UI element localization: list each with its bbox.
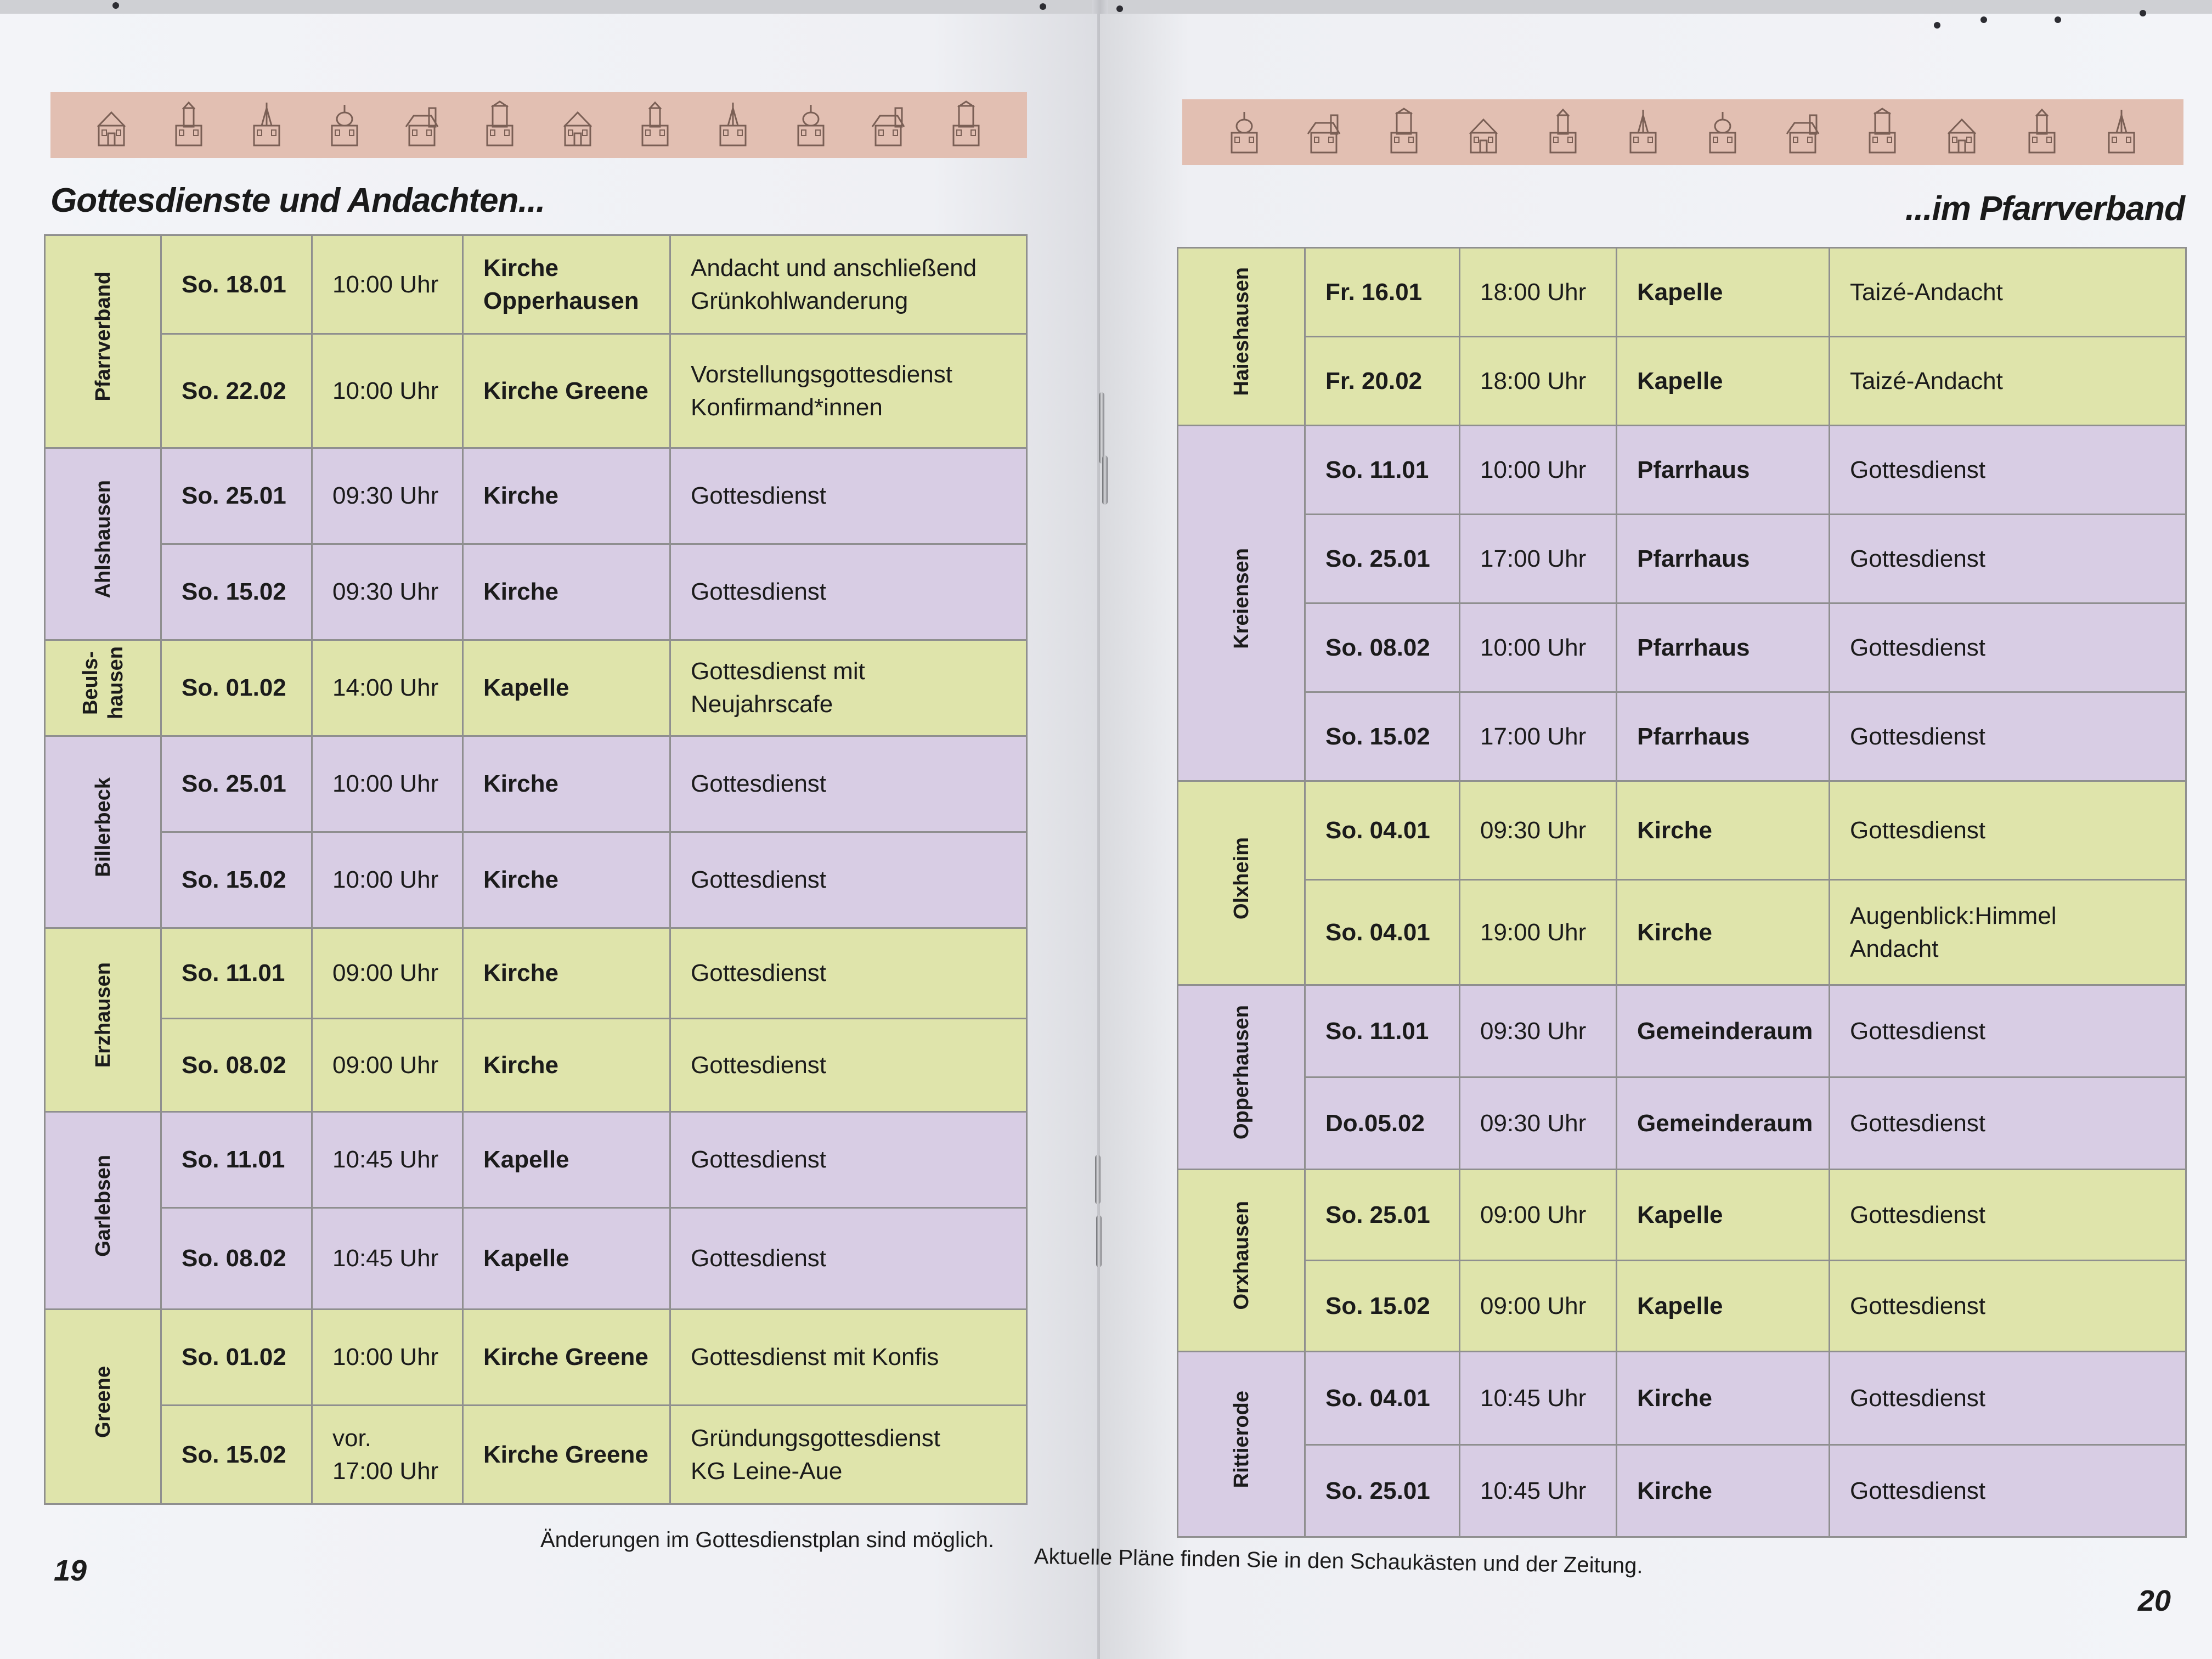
event-cell: Gottesdienst mit Konfis (670, 1310, 1027, 1406)
event-cell: Gottesdienst (1830, 1170, 2186, 1261)
place-cell: Kapelle (1617, 1170, 1830, 1261)
event-cell: Andacht und anschließend Grünkohlwanderung (670, 235, 1027, 334)
schedule-row (1178, 880, 2186, 985)
event-cell: Gottesdienst (1830, 1445, 2186, 1537)
place-cell: Gemeinderaum (1617, 1077, 1830, 1170)
time-cell: vor. 17:00 Uhr (312, 1406, 463, 1504)
location-label: Kreiensen (1229, 548, 1253, 649)
date-cell: So. 25.01 (161, 736, 312, 832)
location-cell (45, 1310, 161, 1504)
date-cell: Fr. 20.02 (1305, 337, 1460, 426)
place-cell: Kirche (1617, 880, 1830, 985)
location-cell (45, 928, 161, 1112)
event-cell: Gottesdienst (1830, 515, 2186, 603)
place-cell: Kirche (463, 928, 670, 1019)
tower-church-icon (1940, 108, 1983, 157)
church-banner-right (1182, 99, 2183, 165)
schedule-row (1178, 1077, 2186, 1170)
place-cell: Kapelle (463, 1112, 670, 1208)
location-cell (45, 448, 161, 640)
time-cell: 10:00 Uhr (312, 1310, 463, 1406)
location-label: Rittierode (1229, 1390, 1253, 1488)
date-cell: So. 01.02 (161, 1310, 312, 1406)
location-cell (45, 235, 161, 448)
background-dot (1980, 16, 1987, 23)
event-cell: Gründungsgottesdienst KG Leine-Aue (670, 1406, 1027, 1504)
date-cell: So. 11.01 (161, 928, 312, 1019)
time-cell: 09:30 Uhr (312, 544, 463, 640)
location-cell (1178, 248, 1305, 426)
schedule-row (1178, 781, 2186, 880)
church-icon (1302, 108, 1345, 157)
left-page (0, 14, 1097, 1659)
schedule-row (1178, 1170, 2186, 1261)
time-cell: 10:45 Uhr (1460, 1445, 1617, 1537)
time-cell: 09:30 Uhr (312, 448, 463, 544)
event-cell: Gottesdienst (670, 736, 1027, 832)
place-cell: Kapelle (1617, 337, 1830, 426)
place-cell: Pfarrhaus (1617, 603, 1830, 692)
time-cell: 09:00 Uhr (312, 928, 463, 1019)
schedule-row (1178, 515, 2186, 603)
date-cell: So. 25.01 (1305, 1445, 1460, 1537)
place-cell: Kirche (463, 544, 670, 640)
place-cell: Kirche (463, 1019, 670, 1112)
place-cell: Kapelle (463, 640, 670, 736)
staple-bottom (1095, 1155, 1101, 1204)
staple-top-lower (1102, 455, 1108, 505)
date-cell: So. 11.01 (1305, 426, 1460, 515)
location-cell (45, 736, 161, 928)
event-cell: Gottesdienst (1830, 781, 2186, 880)
location-label: Garlebsen (91, 1154, 115, 1257)
event-cell: Gottesdienst (1830, 603, 2186, 692)
place-cell: Kapelle (463, 1208, 670, 1310)
time-cell: 09:30 Uhr (1460, 985, 1617, 1077)
long-church-icon (556, 100, 599, 150)
date-cell: So. 25.01 (1305, 515, 1460, 603)
event-cell: Gottesdienst (670, 928, 1027, 1019)
schedule-row (1178, 1445, 2186, 1537)
staple-top (1099, 392, 1104, 464)
chapel-icon (167, 100, 210, 150)
schedule-row (1178, 337, 2186, 426)
place-cell: Kirche Greene (463, 1406, 670, 1504)
date-cell: So. 22.02 (161, 334, 312, 448)
location-cell (1178, 1352, 1305, 1537)
date-cell: So. 08.02 (1305, 603, 1460, 692)
time-cell: 10:45 Uhr (312, 1112, 463, 1208)
event-cell: Gottesdienst (1830, 426, 2186, 515)
schedule-row (45, 1406, 1027, 1504)
schedule-row (45, 640, 1027, 736)
place-cell: Pfarrhaus (1617, 692, 1830, 781)
onion-dome-church-icon (478, 100, 521, 150)
time-cell: 10:00 Uhr (1460, 426, 1617, 515)
place-cell: Kirche Opperhausen (463, 235, 670, 334)
schedule-row (1178, 426, 2186, 515)
place-cell: Kirche Greene (463, 334, 670, 448)
date-cell: So. 15.02 (161, 832, 312, 928)
place-cell: Kirche (463, 832, 670, 928)
event-cell: Taizé-Andacht (1830, 248, 2186, 337)
place-cell: Kapelle (1617, 1261, 1830, 1352)
time-cell: 09:00 Uhr (1460, 1261, 1617, 1352)
domed-church-icon (1781, 108, 1824, 157)
footnote-part1: Änderungen im Gottesdienstplan sind möglich. (540, 1528, 995, 1552)
schedule-row (45, 334, 1027, 448)
chapel-icon (1383, 108, 1425, 157)
church-banner-left (50, 92, 1027, 158)
event-cell: Taizé-Andacht (1830, 337, 2186, 426)
time-cell: 10:00 Uhr (1460, 603, 1617, 692)
place-cell: Pfarrhaus (1617, 426, 1830, 515)
location-cell (45, 640, 161, 736)
date-cell: So. 04.01 (1305, 880, 1460, 985)
place-cell: Kirche (1617, 1445, 1830, 1537)
location-label: Beuls- hausen (78, 646, 127, 720)
schedule-row (45, 235, 1027, 334)
tower-church-icon (245, 100, 288, 150)
event-cell: Gottesdienst (670, 1019, 1027, 1112)
long-church-icon (1622, 108, 1664, 157)
schedule-row (45, 1112, 1027, 1208)
place-cell: Kirche (463, 736, 670, 832)
spire-church-icon (2100, 108, 2143, 157)
event-cell: Gottesdienst (1830, 1077, 2186, 1170)
schedule-row (45, 736, 1027, 832)
time-cell: 19:00 Uhr (1460, 880, 1617, 985)
schedule-row (1178, 603, 2186, 692)
time-cell: 10:00 Uhr (312, 736, 463, 832)
time-cell: 18:00 Uhr (1460, 248, 1617, 337)
location-cell (1178, 985, 1305, 1170)
location-label: Erzhausen (91, 962, 115, 1068)
background-dot (1116, 5, 1123, 12)
location-label: Greene (91, 1365, 115, 1438)
event-cell: Gottesdienst (670, 448, 1027, 544)
schedule-table-left (44, 234, 1028, 1505)
location-label: Billerbeck (91, 777, 115, 877)
date-cell: So. 08.02 (161, 1208, 312, 1310)
location-cell (1178, 426, 1305, 781)
schedule-row (45, 1310, 1027, 1406)
onion-dome-church-icon (1861, 108, 1904, 157)
location-label: Orxhausen (1229, 1201, 1253, 1310)
date-cell: So. 08.02 (161, 1019, 312, 1112)
time-cell: 09:30 Uhr (1460, 1077, 1617, 1170)
spire-church-icon (1542, 108, 1584, 157)
date-cell: Do.05.02 (1305, 1077, 1460, 1170)
date-cell: So. 15.02 (161, 544, 312, 640)
event-cell: Vorstellungsgottesdienst Konfirmand*innen (670, 334, 1027, 448)
time-cell: 18:00 Uhr (1460, 337, 1617, 426)
tower-icon (1223, 108, 1266, 157)
event-cell: Gottesdienst (670, 1208, 1027, 1310)
background-dot (112, 2, 119, 9)
spire-church-icon (634, 100, 676, 150)
time-cell: 17:00 Uhr (1460, 692, 1617, 781)
farmhouse-church-icon (712, 100, 754, 150)
event-cell: Augenblick:Himmel Andacht (1830, 880, 2186, 985)
time-cell: 09:00 Uhr (312, 1019, 463, 1112)
time-cell: 10:00 Uhr (312, 235, 463, 334)
staple-bottom-lower (1096, 1215, 1102, 1267)
schedule-row (45, 544, 1027, 640)
place-cell: Kirche (1617, 1352, 1830, 1445)
place-cell: Kirche Greene (463, 1310, 670, 1406)
right-page (1034, 14, 2212, 1659)
date-cell: So. 04.01 (1305, 781, 1460, 880)
village-church-icon (867, 100, 910, 150)
page-number-right: 20 (2137, 1584, 2171, 1617)
schedule-row (1178, 1352, 2186, 1445)
schedule-table-right (1177, 247, 2187, 1538)
date-cell: So. 11.01 (1305, 985, 1460, 1077)
schedule-row (45, 1019, 1027, 1112)
date-cell: So. 15.02 (161, 1406, 312, 1504)
location-label: Olxheim (1229, 837, 1253, 919)
schedule-row (45, 832, 1027, 928)
church-icon (90, 100, 133, 150)
location-label: Haieshausen (1229, 267, 1253, 396)
date-cell: So. 15.02 (1305, 1261, 1460, 1352)
location-label: Opperhausen (1229, 1005, 1253, 1139)
time-cell: 09:00 Uhr (1460, 1170, 1617, 1261)
location-label: Ahlshausen (91, 479, 115, 599)
event-cell: Gottesdienst (1830, 692, 2186, 781)
date-cell: So. 11.01 (161, 1112, 312, 1208)
background-dot (1040, 3, 1046, 10)
background-dot (2055, 16, 2061, 23)
time-cell: 10:45 Uhr (312, 1208, 463, 1310)
page-heading-left: Gottesdienste und Andachten... (50, 182, 545, 219)
event-cell: Gottesdienst (670, 1112, 1027, 1208)
date-cell: So. 25.01 (161, 448, 312, 544)
date-cell: So. 01.02 (161, 640, 312, 736)
date-cell: So. 25.01 (1305, 1170, 1460, 1261)
schedule-row (1178, 692, 2186, 781)
steeple-church-icon (400, 100, 443, 150)
time-cell: 14:00 Uhr (312, 640, 463, 736)
location-label: Pfarrverband (91, 272, 115, 402)
place-cell: Kirche (1617, 781, 1830, 880)
location-cell (1178, 781, 1305, 985)
schedule-row (45, 448, 1027, 544)
footnote-part2: Aktuelle Pläne finden Sie in den Schaukästen und der Zeitung. (1034, 1544, 1643, 1578)
event-cell: Gottesdienst (1830, 985, 2186, 1077)
page-number-left: 19 (54, 1554, 87, 1587)
date-cell: Fr. 16.01 (1305, 248, 1460, 337)
steeple-church-icon (1701, 108, 1744, 157)
place-cell: Pfarrhaus (1617, 515, 1830, 603)
event-cell: Gottesdienst (1830, 1352, 2186, 1445)
time-cell: 09:30 Uhr (1460, 781, 1617, 880)
schedule-row (45, 1208, 1027, 1310)
location-cell (1178, 1170, 1305, 1352)
village-church-icon (2021, 108, 2063, 157)
event-cell: Gottesdienst mit Neujahrscafe (670, 640, 1027, 736)
farmhouse-church-icon (1462, 108, 1505, 157)
event-cell: Gottesdienst (1830, 1261, 2186, 1352)
date-cell: So. 18.01 (161, 235, 312, 334)
place-cell: Kapelle (1617, 248, 1830, 337)
place-cell: Gemeinderaum (1617, 985, 1830, 1077)
background-dot (2140, 10, 2146, 16)
time-cell: 10:00 Uhr (312, 334, 463, 448)
tower-icon (945, 100, 988, 150)
date-cell: So. 15.02 (1305, 692, 1460, 781)
schedule-row (1178, 985, 2186, 1077)
page-heading-right: ...im Pfarrverband (1905, 190, 2185, 228)
time-cell: 10:00 Uhr (312, 832, 463, 928)
schedule-row (45, 928, 1027, 1019)
place-cell: Kirche (463, 448, 670, 544)
time-cell: 17:00 Uhr (1460, 515, 1617, 603)
schedule-row (1178, 1261, 2186, 1352)
hall-church-icon (789, 100, 832, 150)
event-cell: Gottesdienst (670, 832, 1027, 928)
background-dot (1934, 22, 1940, 29)
location-cell (45, 1112, 161, 1310)
schedule-row (1178, 248, 2186, 337)
event-cell: Gottesdienst (670, 544, 1027, 640)
date-cell: So. 04.01 (1305, 1352, 1460, 1445)
time-cell: 10:45 Uhr (1460, 1352, 1617, 1445)
domed-church-icon (323, 100, 366, 150)
